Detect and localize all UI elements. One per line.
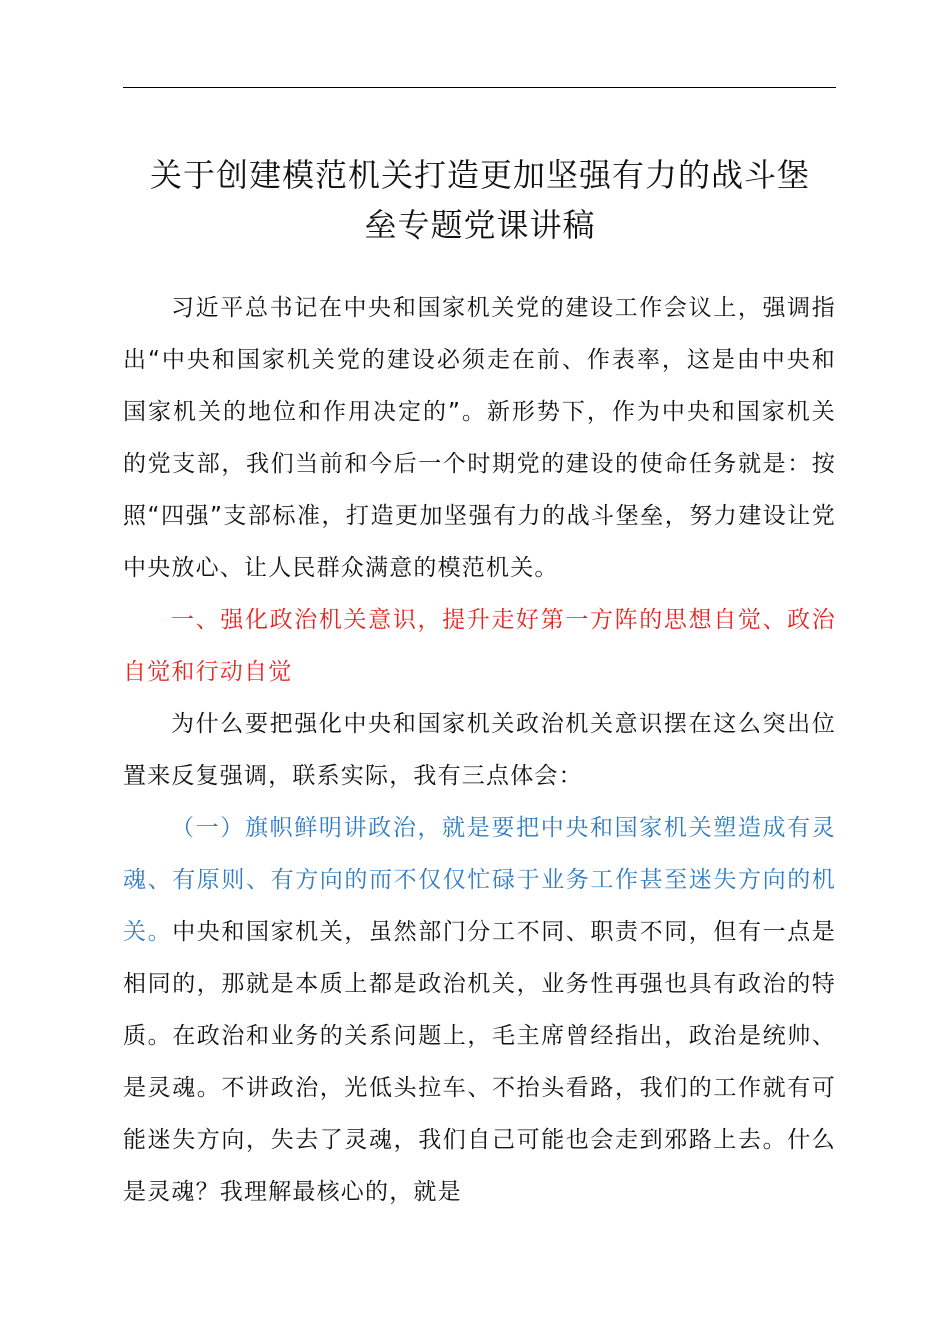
header-rule [123,87,836,88]
paragraph-intro: 习近平总书记在中央和国家机关党的建设工作会议上，强调指出“中央和国家机关党的建设必须走在前、作表率，这是由中央和国家机关的地位和作用决定的”。新形势下，作为中央和国家机关的党支部，我们当前和今后一个时期党的建设的使命任务就是：按照“四强”支部标准，打造更加坚强有力的战斗堡垒，努力建设让党中央放心、让人民群众满意的模范机关。 [123,295,836,581]
title-line-1: 关于创建模范机关打造更加坚强有力的战斗堡 [149,156,810,194]
paragraph-point-1-text: 中央和国家机关，虽然部门分工不同、职责不同，但有一点是相同的，那就是本质上都是政治机关，业务性再强也具有政治的特质。在政治和业务的关系问题上，毛主席曾经指出，政治是统帅、是灵魂。不讲政治，光低头拉车、不抬头看路，我们的工作就有可能迷失方向，失去了灵魂，我们自己可能也会走到邪路上去。什么是灵魂？我理解最核心的，就是 [123,919,836,1205]
title-line-2: 垒专题党课讲稿 [364,206,596,244]
paragraph-why: 为什么要把强化中央和国家机关政治机关意识摆在这么突出位置来反复强调，联系实际，我有三点体会： [123,711,836,789]
subheading-point-1: （一）旗帜鲜明讲政治，就是要把中央和国家机关塑造成有灵魂、有原则、有方向的而不仅仅忙碌于业务工作甚至迷失方向的机关。 [123,815,836,945]
document-title [110,150,850,250]
section-heading-1: 一、强化政治机关意识，提升走好第一方阵的思想自觉、政治自觉和行动自觉 [123,607,836,685]
paragraph-point-1 [123,802,836,1218]
document-body [123,282,836,1218]
